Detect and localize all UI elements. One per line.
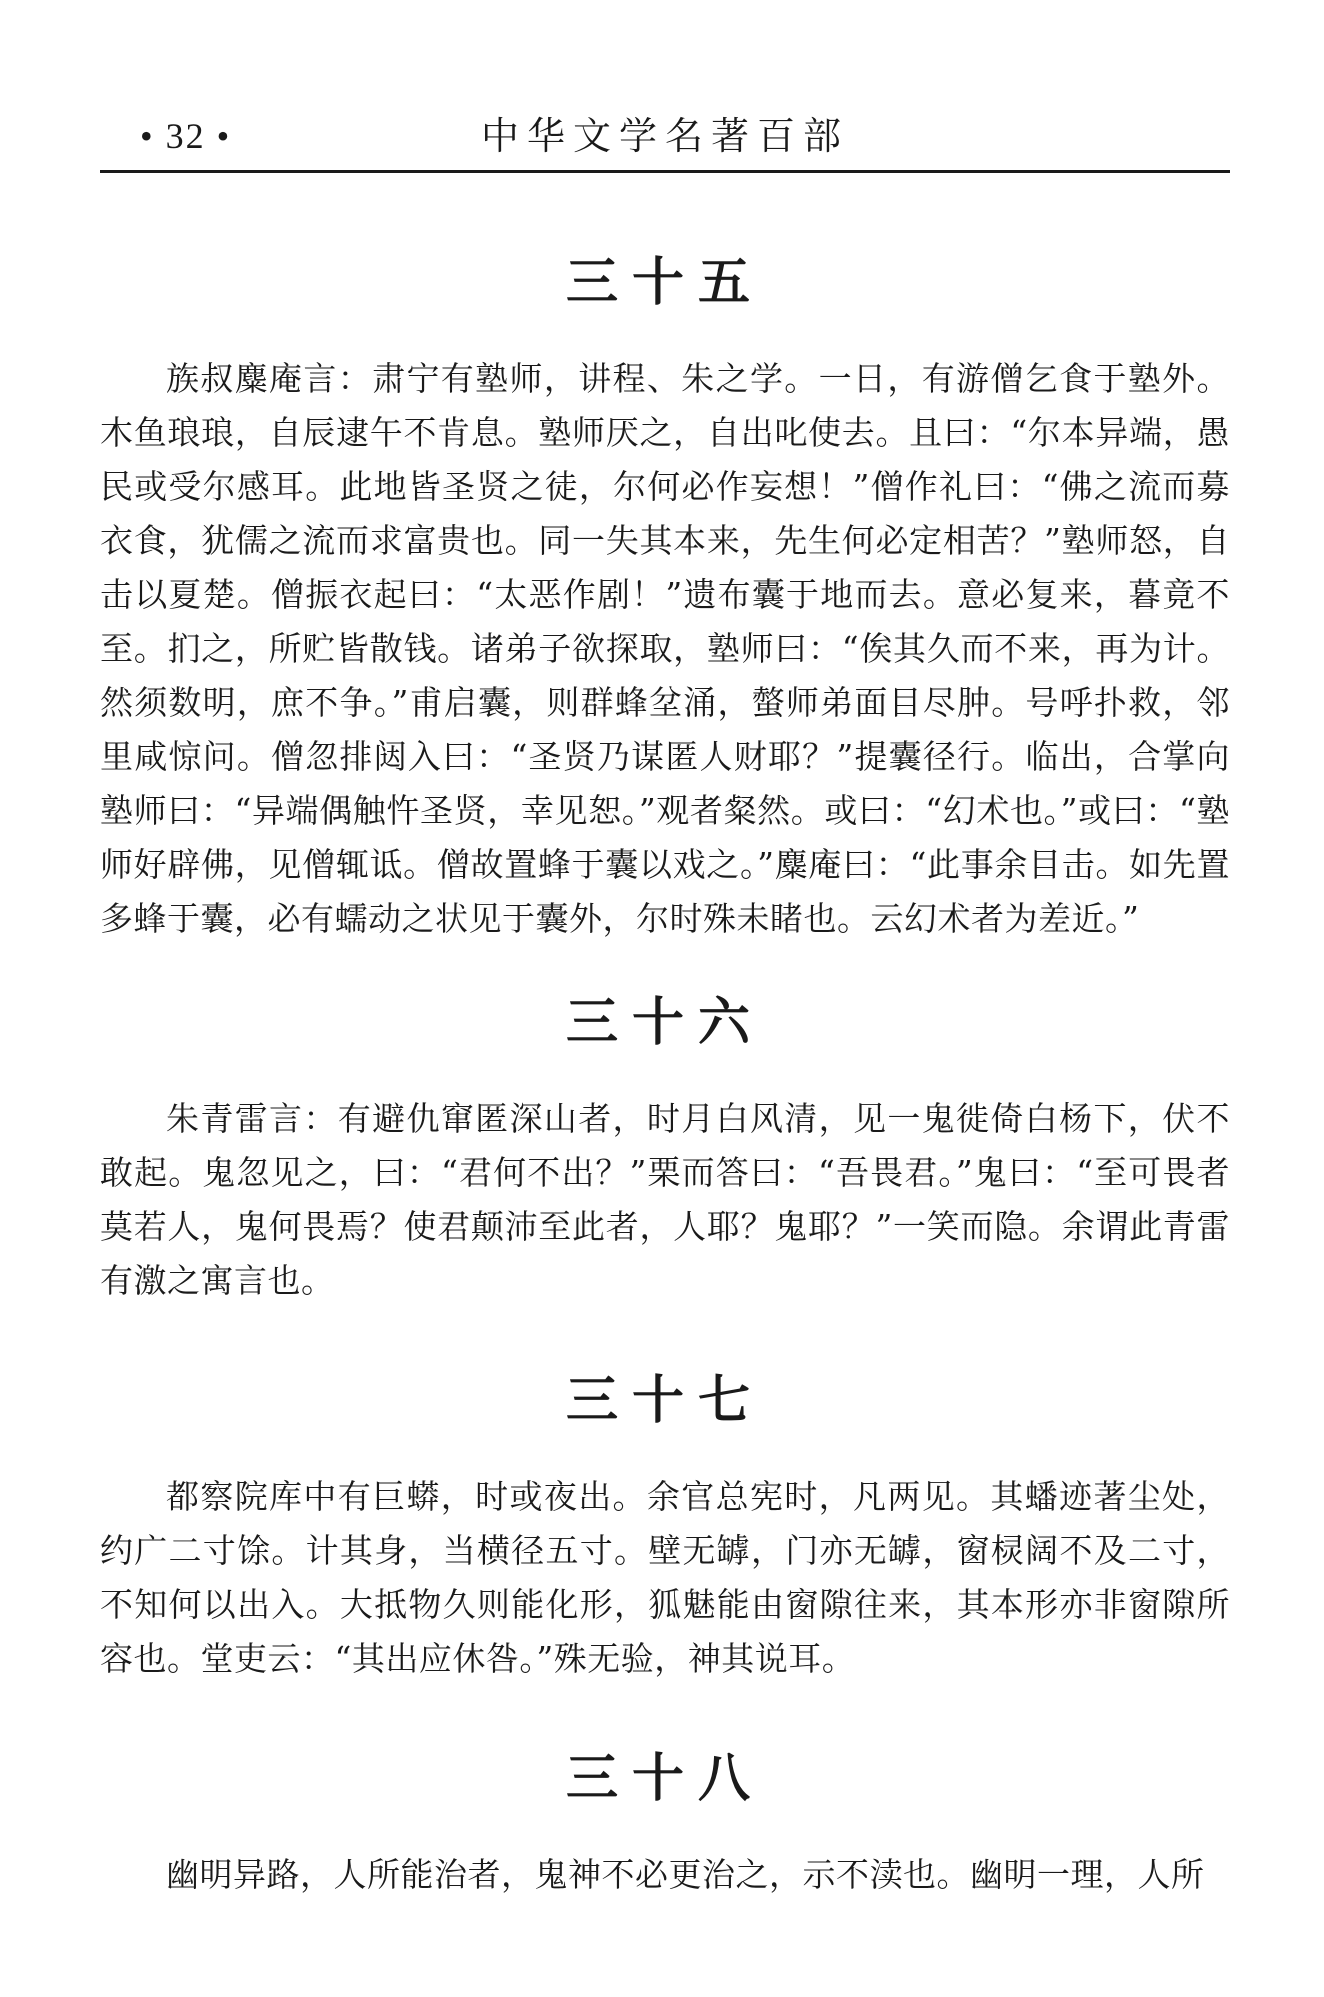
- page-header: [100, 112, 1230, 176]
- header-rule: [100, 170, 1230, 173]
- section-38: [100, 1744, 1230, 1902]
- section-paragraph: 族叔麋庵言：肃宁有塾师，讲程、朱之学。一日，有游僧乞食于塾外。木鱼琅琅，自辰逮午不肯息。塾师厌之，自出叱使去。且曰：“尔本异端，愚民或受尔感耳。此地皆圣贤之徒，尔何必作妄想！”僧作礼曰：“佛之流而募衣食，犹儒之流而求富贵也。同一失其本来，先生何必定相苦？”塾师怒，自击以夏楚。僧振衣起曰：“太恶作剧！”遗布囊于地而去。意必复来，暮竟不至。扪之，所贮皆散钱。诸弟子欲探取，塾师曰：“俟其久而不来，再为计。然须数明，庶不争。”甫启囊，则群蜂坌涌，螫师弟面目尽肿。号呼扑救，邻里咸惊问。僧忽排闼入曰：“圣贤乃谋匿人财耶？”提囊径行。临出，合掌向塾师曰：“异端偶触忤圣贤，幸见恕。”观者粲然。或曰：“幻术也。”或曰：“塾师好辟佛，见僧辄诋。僧故置蜂于囊以戏之。”麋庵曰：“此事余目击。如先置多蜂于囊，必有蠕动之状见于囊外，尔时殊未睹也。云幻术者为差近。”: [100, 359, 1230, 938]
- section-heading: 三十六: [565, 992, 764, 1053]
- section-35: [100, 248, 1230, 946]
- section-37: [100, 1366, 1230, 1686]
- page-number: • 32 •: [140, 116, 232, 156]
- page-body: [100, 248, 1230, 1902]
- section-heading: 三十七: [565, 1370, 764, 1431]
- section-paragraph: 朱青雷言：有避仇窜匿深山者，时月白风清，见一鬼徙倚白杨下，伏不敢起。鬼忽见之，曰：“君何不出？”栗而答曰：“吾畏君。”鬼曰：“至可畏者莫若人，鬼何畏焉？使君颠沛至此者，人耶？鬼耶？”一笑而隐。余谓此青雷有激之寓言也。: [100, 1099, 1230, 1300]
- section-heading: 三十五: [565, 252, 764, 313]
- section-36: [100, 988, 1230, 1308]
- running-title: 中华文学名著百部: [480, 114, 849, 158]
- section-heading: 三十八: [565, 1748, 764, 1809]
- section-paragraph: 幽明异路，人所能治者，鬼神不必更治之，示不渎也。幽明一理，人所: [166, 1855, 1205, 1894]
- section-paragraph: 都察院库中有巨蟒，时或夜出。余官总宪时，凡两见。其蟠迹著尘处，约广二寸馀。计其身，当横径五寸。壁无罅，门亦无罅，窗棂阔不及二寸，不知何以出入。大抵物久则能化形，狐魅能由窗隙往来，其本形亦非窗隙所容也。堂吏云：“其出应休咎。”殊无验，神其说耳。: [100, 1477, 1230, 1678]
